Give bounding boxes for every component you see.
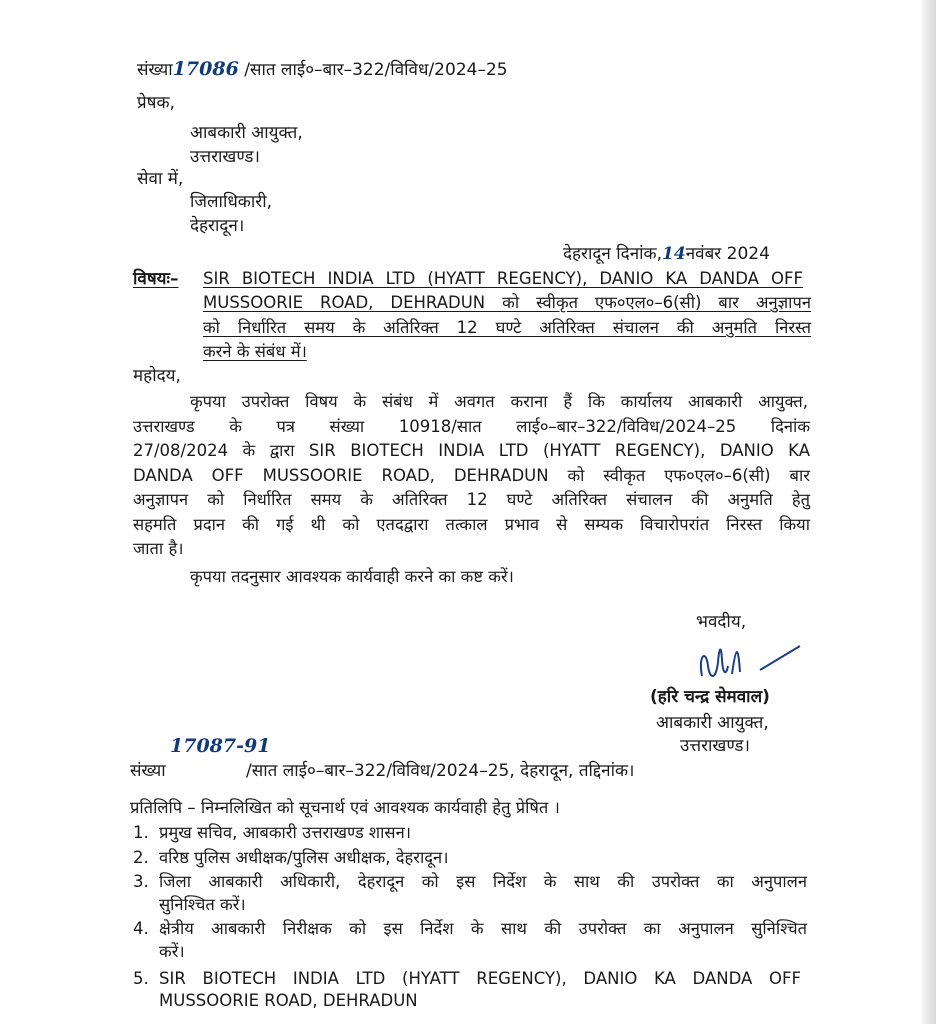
salutation: महोदय, bbox=[133, 366, 181, 386]
copy-item-4-text-1: क्षेत्रीय आबकारी निरीक्षक को इस निर्देश के साथ की उपरोक्त का अनुपालन सुनिश्चित bbox=[159, 919, 807, 938]
body-line-2: उत्तराखण्ड के पत्र संख्या 10918/सात लाई०–बार–322/विविध/2024–25 दिनांक bbox=[133, 417, 810, 436]
copy-item-3-text-2: सुनिश्चित करें। bbox=[159, 895, 246, 914]
signatory-designation-1: आबकारी आयुक्त, bbox=[656, 713, 769, 733]
body-line-6: सहमति प्रदान की गई थी को एतदद्वारा तत्काल प्रभाव से सम्यक विचारोपरांत निरस्त किया bbox=[133, 515, 810, 534]
copy-item-4-text-2: करें। bbox=[159, 942, 185, 961]
date-line bbox=[563, 243, 770, 265]
body-line-3: 27/08/2024 के द्वारा SIR BIOTECH INDIA LTD (HYATT REGENCY), DANIO KA bbox=[133, 441, 810, 460]
letter-number bbox=[137, 58, 508, 81]
subject-line-3: को निर्धारित समय के अतिरिक्त 12 घण्टे अतिरिक्त संचालन की अनुमति निरस्त bbox=[203, 318, 811, 337]
date-prefix: देहरादून दिनांक, bbox=[563, 244, 663, 264]
page-edge-shadow bbox=[922, 0, 936, 1024]
closing-bhavdiya: भवदीय, bbox=[696, 612, 747, 632]
date-suffix: नवंबर 2024 bbox=[685, 244, 770, 264]
recipient-label: सेवा में, bbox=[137, 169, 184, 189]
copy-item-4-num: 4. bbox=[133, 919, 149, 938]
recipient-line-2: देहरादून। bbox=[190, 216, 245, 236]
sender-line-2: उत्तराखण्ड। bbox=[190, 147, 260, 167]
copy-item-5-num: 5. bbox=[133, 969, 149, 988]
copy-item-3-text-1: जिला आबकारी अधिकारी, देहरादून को इस निर्देश के साथ की उपरोक्त का अनुपालन bbox=[159, 872, 807, 891]
body-line-1: कृपया उपरोक्त विषय के संबंध में अवगत कराना हैं कि कार्यालय आबकारी आयुक्त, bbox=[190, 392, 808, 411]
handwritten-day: 14 bbox=[662, 244, 686, 264]
handwritten-number: 17086 bbox=[172, 58, 239, 80]
body-line-5: अनुज्ञापन को निर्धारित समय के अतिरिक्त 12 घण्टे अतिरिक्त संचालन की अनुमति हेतु bbox=[133, 490, 810, 509]
closing-request: कृपया तदनुसार आवश्यक कार्यवाही करने का कष्ट करें। bbox=[190, 567, 514, 586]
copy-number-label: संख्या bbox=[130, 761, 166, 781]
copy-item-2-text: वरिष्ठ पुलिस अधीक्षक/पुलिस अधीक्षक, देहरादून। bbox=[159, 848, 449, 867]
copy-intro: प्रतिलिपि – निम्नलिखित को सूचनार्थ एवं आवश्यक कार्यवाही हेतु प्रेषित । bbox=[130, 798, 560, 817]
copy-number-reference: /सात लाई०–बार–322/विविध/2024–25, देहरादून, तद्दिनांक। bbox=[246, 761, 635, 781]
number-label: संख्या bbox=[137, 60, 173, 80]
copy-handwritten-number: 17087-91 bbox=[170, 735, 271, 757]
copy-item-2-num: 2. bbox=[133, 848, 149, 867]
copy-item-5-text-1: SIR BIOTECH INDIA LTD (HYATT REGENCY), DANIO KA DANDA OFF bbox=[159, 969, 801, 988]
body-line-4: DANDA OFF MUSSOORIE ROAD, DEHRADUN को स्वीकृत एफ०एल०–6(सी) बार bbox=[133, 466, 810, 485]
signatory-name: (हरि चन्द्र सेमवाल) bbox=[650, 687, 770, 707]
recipient-line-1: जिलाधिकारी, bbox=[190, 192, 273, 212]
subject-line-2: MUSSOORIE ROAD, DEHRADUN को स्वीकृत एफ०एल०–6(सी) बार अनुज्ञापन bbox=[203, 293, 811, 312]
subject-line-4: करने के संबंध में। bbox=[203, 342, 307, 361]
sender-line-1: आबकारी आयुक्त, bbox=[190, 123, 303, 143]
sender-label: प्रेषक, bbox=[137, 93, 175, 113]
signatory-designation-2: उत्तराखण्ड। bbox=[680, 736, 750, 756]
subject-line-1: SIR BIOTECH INDIA LTD (HYATT REGENCY), DANIO KA DANDA OFF bbox=[203, 269, 803, 288]
copy-item-1-num: 1. bbox=[133, 823, 149, 842]
number-reference: /सात लाई०–बार–322/विविध/2024–25 bbox=[244, 60, 508, 80]
signature-mark bbox=[688, 636, 808, 686]
copy-item-5-text-2: MUSSOORIE ROAD, DEHRADUN bbox=[159, 991, 418, 1010]
body-line-7: जाता है। bbox=[133, 539, 184, 558]
copy-item-3-num: 3. bbox=[133, 872, 149, 891]
subject-label: विषयः– bbox=[133, 269, 179, 289]
copy-item-1-text: प्रमुख सचिव, आबकारी उत्तराखण्ड शासन। bbox=[159, 823, 411, 842]
